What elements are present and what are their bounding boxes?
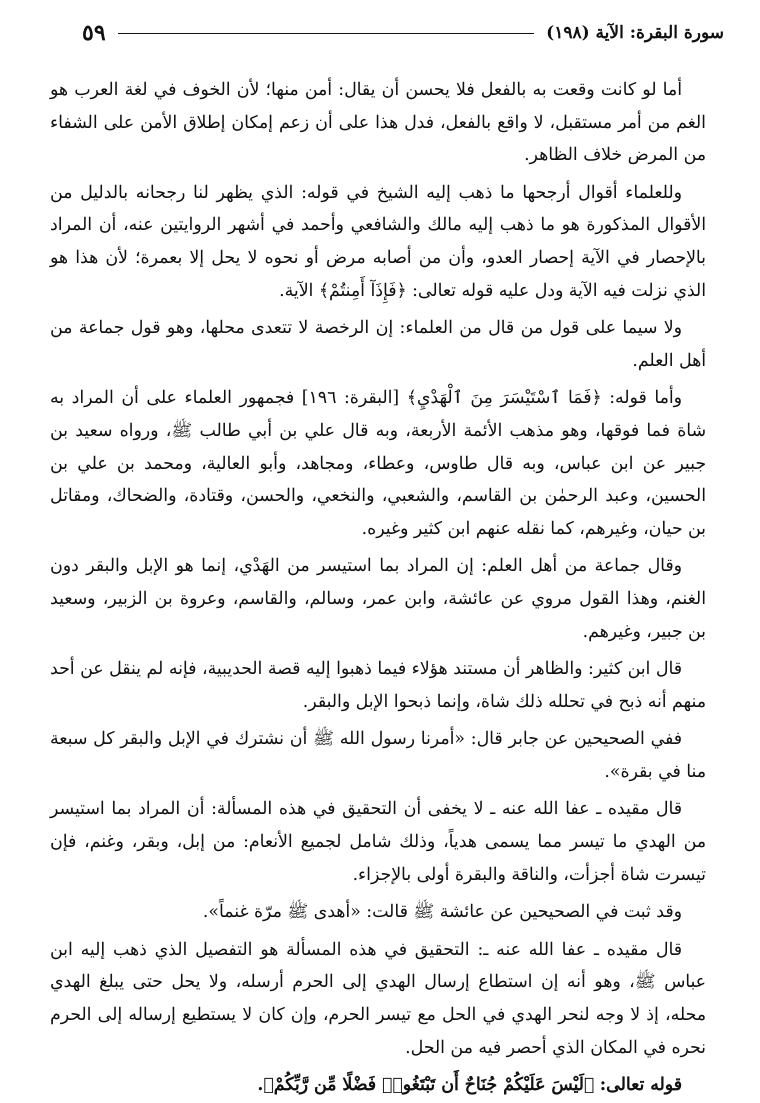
page-number: ٥٩ <box>82 20 106 46</box>
running-title: سورة البقرة: الآية (١٩٨) <box>546 23 724 43</box>
paragraph: وأما قوله: ﴿فَمَا ٱسْتَيْسَرَ مِنَ ٱلْهَدْيِ﴾ [البقرة: ١٩٦] فجمهور العلماء على أن المراد به شاة فما فوقها، وهو مذهب الأئمة الأربعة، وبه قال علي بن أبي طالب ﷺ، ورواه سعيد بن جبير عن ابن عباس، وبه قال طاوس، وعطاء، ومجاهد، وأبو العالية، ومحمد بن علي بن الحسين، وعبد الرحمٰن بن القاسم، والشعبي، والنخعي، والحسن، وقتادة، والضحاك، ومقاتل بن حيان، وغيرهم، كما نقله عنهم ابن كثير وغيره. <box>50 388 706 539</box>
page-header <box>82 18 724 48</box>
paragraph: وللعلماء أقوال أرجحها ما ذهب إليه الشيخ في قوله: الذي يظهر لنا رجحانه بالدليل من الأقوال المذكورة هو ما ذهب إليه مالك والشافعي وأحمد في أشهر الروايتين عنه، أن المراد بالإحصار في الآية إحصار العدو، وأن من أصابه مرض أو نحوه لا يحل إلا بعمرة؛ لأن هذا هو الذي نزلت فيه الآية ودل عليه قوله تعالى: ﴿فَإِذَآ أَمِنتُمْ﴾ الآية. <box>50 182 706 301</box>
header-rule <box>118 33 535 34</box>
paragraph: قال ابن كثير: والظاهر أن مستند هؤلاء فيما ذهبوا إليه قصة الحديبية، فإنه لم ينقل عن أحد منهم أنه ذبح في تحلله ذلك شاة، وإنما ذبحوا الإبل والبقر. <box>50 659 706 712</box>
paragraph: وقال جماعة من أهل العلم: إن المراد بما استيسر من الهَدْي، إنما هو الإبل والبقر دون الغنم، وهذا القول مروي عن عائشة، وابن عمر، وسالم، والقاسم، وعروة بن الزبير، وسعيد بن جبير، وغيرهم. <box>50 556 706 642</box>
paragraph: وقد ثبت في الصحيحين عن عائشة ﷺ قالت: «أهدى ﷺ مرّة غنماً». <box>202 902 682 923</box>
paragraph: ففي الصحيحين عن جابر قال: «أمرنا رسول الله ﷺ أن نشترك في الإبل والبقر كل سبعة منا في بقرة». <box>50 729 706 782</box>
paragraph: قال مقيده ـ عفا الله عنه ـ: التحقيق في هذه المسألة هو التفصيل الذي ذهب إليه ابن عباس ﷺ، وهو أنه إن استطاع إرسال الهدي إلى الحرم أرسله، ولا يحل حتى يبلغ الهدي محله، إذ لا وجه لنحر الهدي في الحل مع تيسر الحرم، وإن كان لا يستطيع إرساله إلى الحرم نحره في المكان الذي أحصر فيه من الحل. <box>50 939 706 1058</box>
verse-lead: قوله تعالى: <box>599 1075 682 1096</box>
quran-verse: ﴿لَيْسَ عَلَيْكُمْ جُنَاحٌ أَن تَبْتَغُوا۟ فَضْلًا مِّن رَّبِّكُمْ﴾. <box>257 1075 595 1096</box>
paragraph: أما لو كانت وقعت به بالفعل فلا يحسن أن يقال: أمن منها؛ لأن الخوف في لغة العرب هو الغم من أمر مستقبل، لا واقع بالفعل، فدل هذا على أن زعم إمكان إطلاق الأمن على الشفاء من المرض خلاف الظاهر. <box>50 80 706 166</box>
page-body <box>50 74 706 1102</box>
verse-heading <box>50 1069 706 1102</box>
paragraph: قال مقيده ـ عفا الله عنه ـ لا يخفى أن التحقيق في هذه المسألة: أن المراد بما استيسر من الهدي ما تيسر مما يسمى هدياً، وذلك شامل لجميع الأنعام: من إبل، وبقر، وغنم، فإن تيسرت شاة أجزأت، والناقة والبقرة أولى بالإجزاء. <box>50 799 706 885</box>
paragraph: ولا سيما على قول من قال من العلماء: إن الرخصة لا تتعدى محلها، وهو قول جماعة من أهل العلم. <box>50 318 706 371</box>
